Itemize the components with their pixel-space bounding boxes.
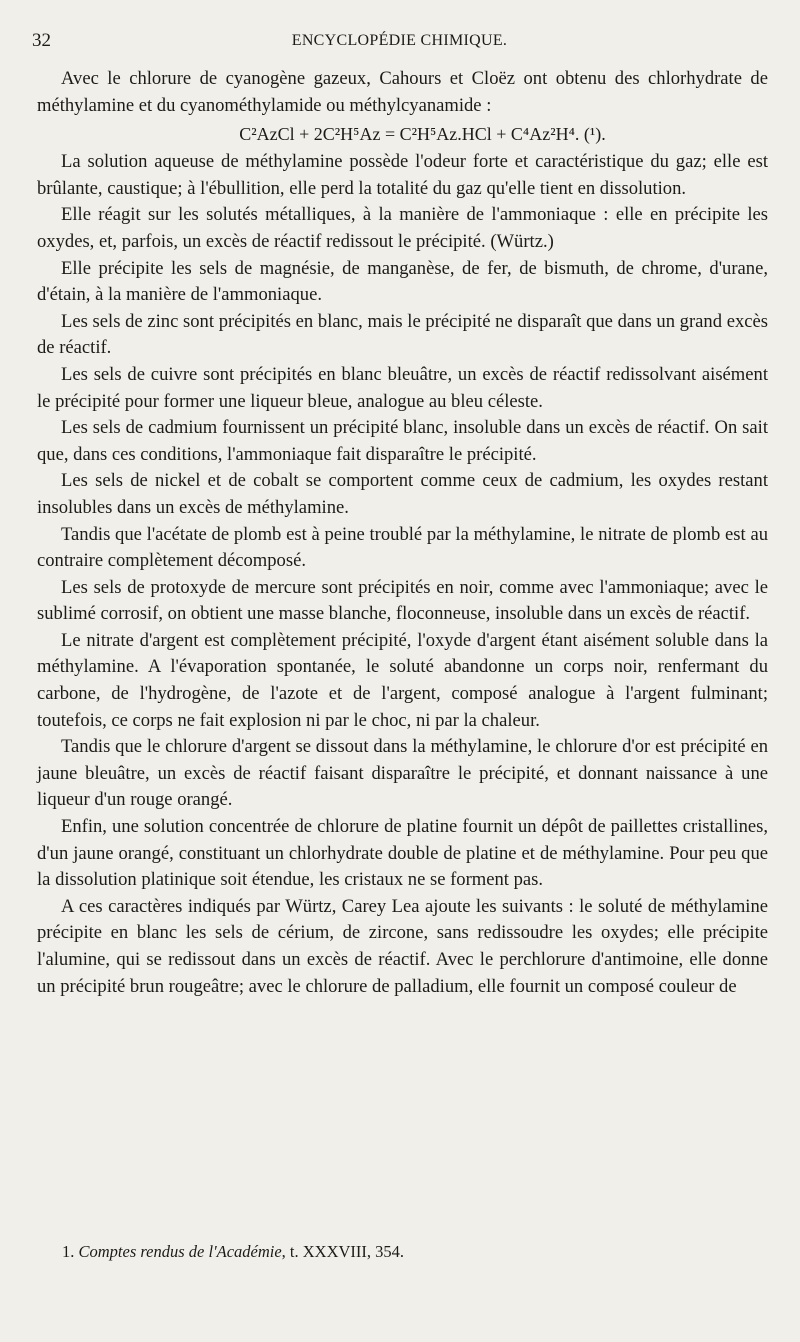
paragraph-intro: Avec le chlorure de cyanogène gazeux, Cahours et Cloëz ont obtenu des chlorhydrate de méthylamine et du cyanométhylamide ou méthylcyanamide :: [37, 68, 768, 116]
footnote: [62, 1241, 762, 1263]
paragraph: Tandis que l'acétate de plomb est à peine troublé par la méthylamine, le nitrate de plomb est au contraire complètement décomposé.: [37, 523, 768, 572]
paragraph: Les sels de nickel et de cobalt se comportent comme ceux de cadmium, les oxydes restant insolubles dans un excès de méthylamine.: [37, 470, 768, 518]
footnote-reference: , t. XXXVIII, 354.: [281, 1242, 405, 1261]
paragraph: Le nitrate d'argent est complètement précipité, l'oxyde d'argent étant aisément soluble dans la méthylamine. A l'évaporation spontanée, le soluté abandonne un corps noir, renfermant du carbone, de l'hydrogène, de l'azote et de l'argent, composé analogue à l'argent fulminant; toutefois, ce corps ne fait explosion ni par le choc, ni par la chaleur.: [37, 629, 768, 731]
paragraph: Tandis que le chlorure d'argent se dissout dans la méthylamine, le chlorure d'or est précipité en jaune bleuâtre, un excès de réactif faisant disparaître le précipité, et donnant naissance à une liqueur d'un rouge orangé.: [37, 736, 768, 811]
paragraph: Les sels de cadmium fournissent un précipité blanc, insoluble dans un excès de réactif. On sait que, dans ces conditions, l'ammoniaque fait disparaître le précipité.: [37, 417, 768, 465]
paragraph: Enfin, une solution concentrée de chlorure de platine fournit un dépôt de paillettes cristallines, d'un jaune orangé, constituant un chlorhydrate double de platine et de méthylamine. Pour peu que la dissolution platinique soit étendue, les cristaux ne se forment pas.: [37, 816, 768, 891]
chemical-equation: C²AzCl + 2C²H⁵Az = C²H⁵Az.HCl + C⁴Az²H⁴. (¹).: [239, 124, 606, 145]
footnote-number: 1.: [62, 1242, 75, 1261]
paragraph: A ces caractères indiqués par Würtz, Carey Lea ajoute les suivants : le soluté de méthylamine précipite en blanc les sels de cérium, de zircone, sans redissoudre les oxydes; elle précipite l'alumine, qui se redissout dans un excès de réactif. Avec le perchlorure d'antimoine, elle donne un précipité brun rougeâtre; avec le chlorure de palladium, elle fournit un composé couleur de: [37, 895, 768, 997]
page-number: 32: [32, 30, 51, 51]
footnote-source: Comptes rendus de l'Académie: [78, 1242, 282, 1261]
paragraph: Elle précipite les sels de magnésie, de manganèse, de fer, de bismuth, de chrome, d'urane, d'étain, à la manière de l'ammoniaque.: [37, 257, 768, 306]
paragraph: La solution aqueuse de méthylamine possède l'odeur forte et caractéristique du gaz; elle est brûlante, caustique; à l'ébullition, elle perd la totalité du gaz qu'elle tient en dissolution.: [37, 151, 768, 199]
paragraph: Les sels de zinc sont précipités en blanc, mais le précipité ne disparaît que dans un grand excès de réactif.: [37, 310, 768, 359]
paragraph: Les sels de protoxyde de mercure sont précipités en noir, comme avec l'ammoniaque; avec le sublimé corrosif, on obtient une masse blanche, floconneuse, insoluble dans un excès de réactif.: [37, 576, 768, 625]
running-title: ENCYCLOPÉDIE CHIMIQUE.: [291, 32, 508, 49]
paragraph: Les sels de cuivre sont précipités en blanc bleuâtre, un excès de réactif redissolvant aisément le précipité pour former une liqueur bleue, analogue au bleu céleste.: [37, 363, 768, 412]
main-text: [37, 66, 768, 1000]
paragraph: Elle réagit sur les solutés métalliques, à la manière de l'ammoniaque : elle en précipite les oxydes, et, parfois, un excès de réactif redissout le précipité. (Würtz.): [37, 204, 768, 252]
page-header: [32, 30, 767, 58]
